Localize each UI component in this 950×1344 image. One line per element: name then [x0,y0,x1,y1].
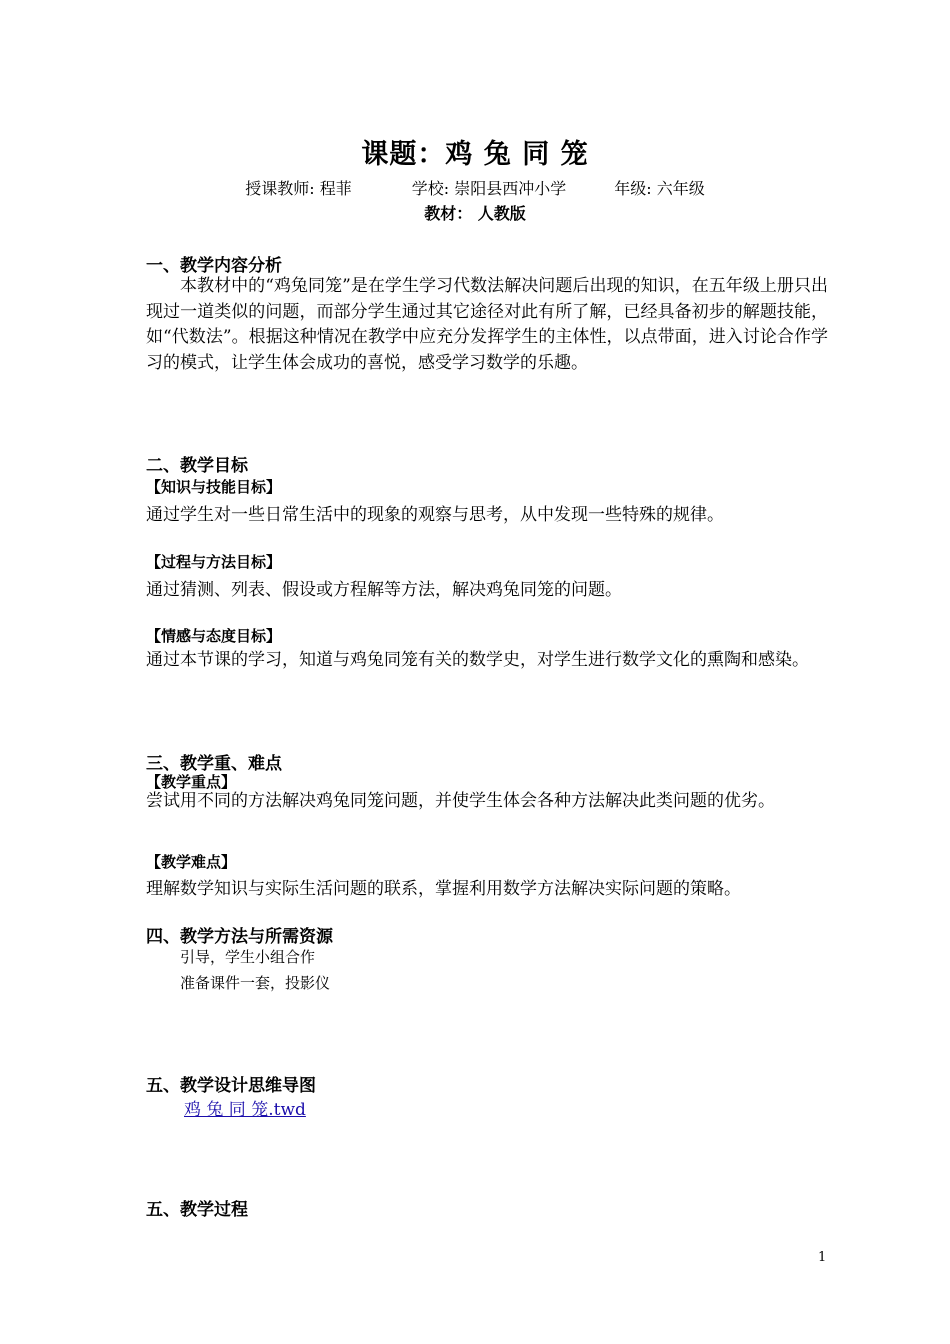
process-goal-text: 通过猜测、列表、假设或方程解等方法，解决鸡兔同笼的问题。 [146,580,622,600]
knowledge-goal-label: 【知识与技能目标】 [146,478,282,496]
section-1-paragraph: 本教材中的“鸡兔同笼”是在学生学习代数法解决问题后出现的知识，在五年级上册只出现过一道类似的问题，而部分学生通过其它途径对此有所了解，已经具备初步的解题技能，如“代数法”。根据这种情况在教学中应充分发挥学生的主体性，以点带面，进入讨论合作学习的模式，让学生体会成功的喜悦，感受学习数学的乐趣。 [146,276,828,373]
emotion-goal-label: 【情感与态度目标】 [146,627,282,645]
process-goal-label: 【过程与方法目标】 [146,553,282,571]
teacher-info: 授课教师: 程菲 [245,179,352,198]
resource-line: 准备课件一套，投影仪 [180,974,331,992]
key-point-text: 尝试用不同的方法解决鸡兔同笼问题，并使学生体会各种方法解决此类问题的优劣。 [146,791,775,811]
mind-map-link[interactable]: 鸡 兔 同 笼.twd [184,1100,306,1120]
lesson-meta [0,176,950,199]
method-line: 引导，学生小组合作 [180,948,316,966]
grade-info: 年级: 六年级 [614,179,705,198]
section-2-heading: 二、教学目标 [146,456,248,476]
difficult-point-text: 理解数学知识与实际生活问题的联系，掌握利用数学方法解决实际问题的策略。 [146,879,741,899]
section-6-heading: 五、教学过程 [146,1200,248,1220]
knowledge-goal-text: 通过学生对一些日常生活中的现象的观察与思考，从中发现一些特殊的规律。 [146,505,724,525]
section-4-heading: 四、教学方法与所需资源 [146,927,333,947]
section-5-heading: 五、教学设计思维导图 [146,1076,316,1096]
school-info: 学校: 崇阳县西冲小学 [411,179,567,198]
page-title: 课题：鸡 兔 同 笼 [361,139,589,170]
page-number: 1 [818,1250,827,1265]
section-3-heading: 三、教学重、难点 [146,754,282,774]
key-point-label: 【教学重点】 [146,773,237,791]
textbook-info: 教材： 人教版 [424,204,526,223]
emotion-goal-text: 通过本节课的学习，知道与鸡兔同笼有关的数学史，对学生进行数学文化的熏陶和感染。 [146,650,809,670]
difficult-point-label: 【教学难点】 [146,853,237,871]
section-1-heading: 一、教学内容分析 [146,256,282,276]
